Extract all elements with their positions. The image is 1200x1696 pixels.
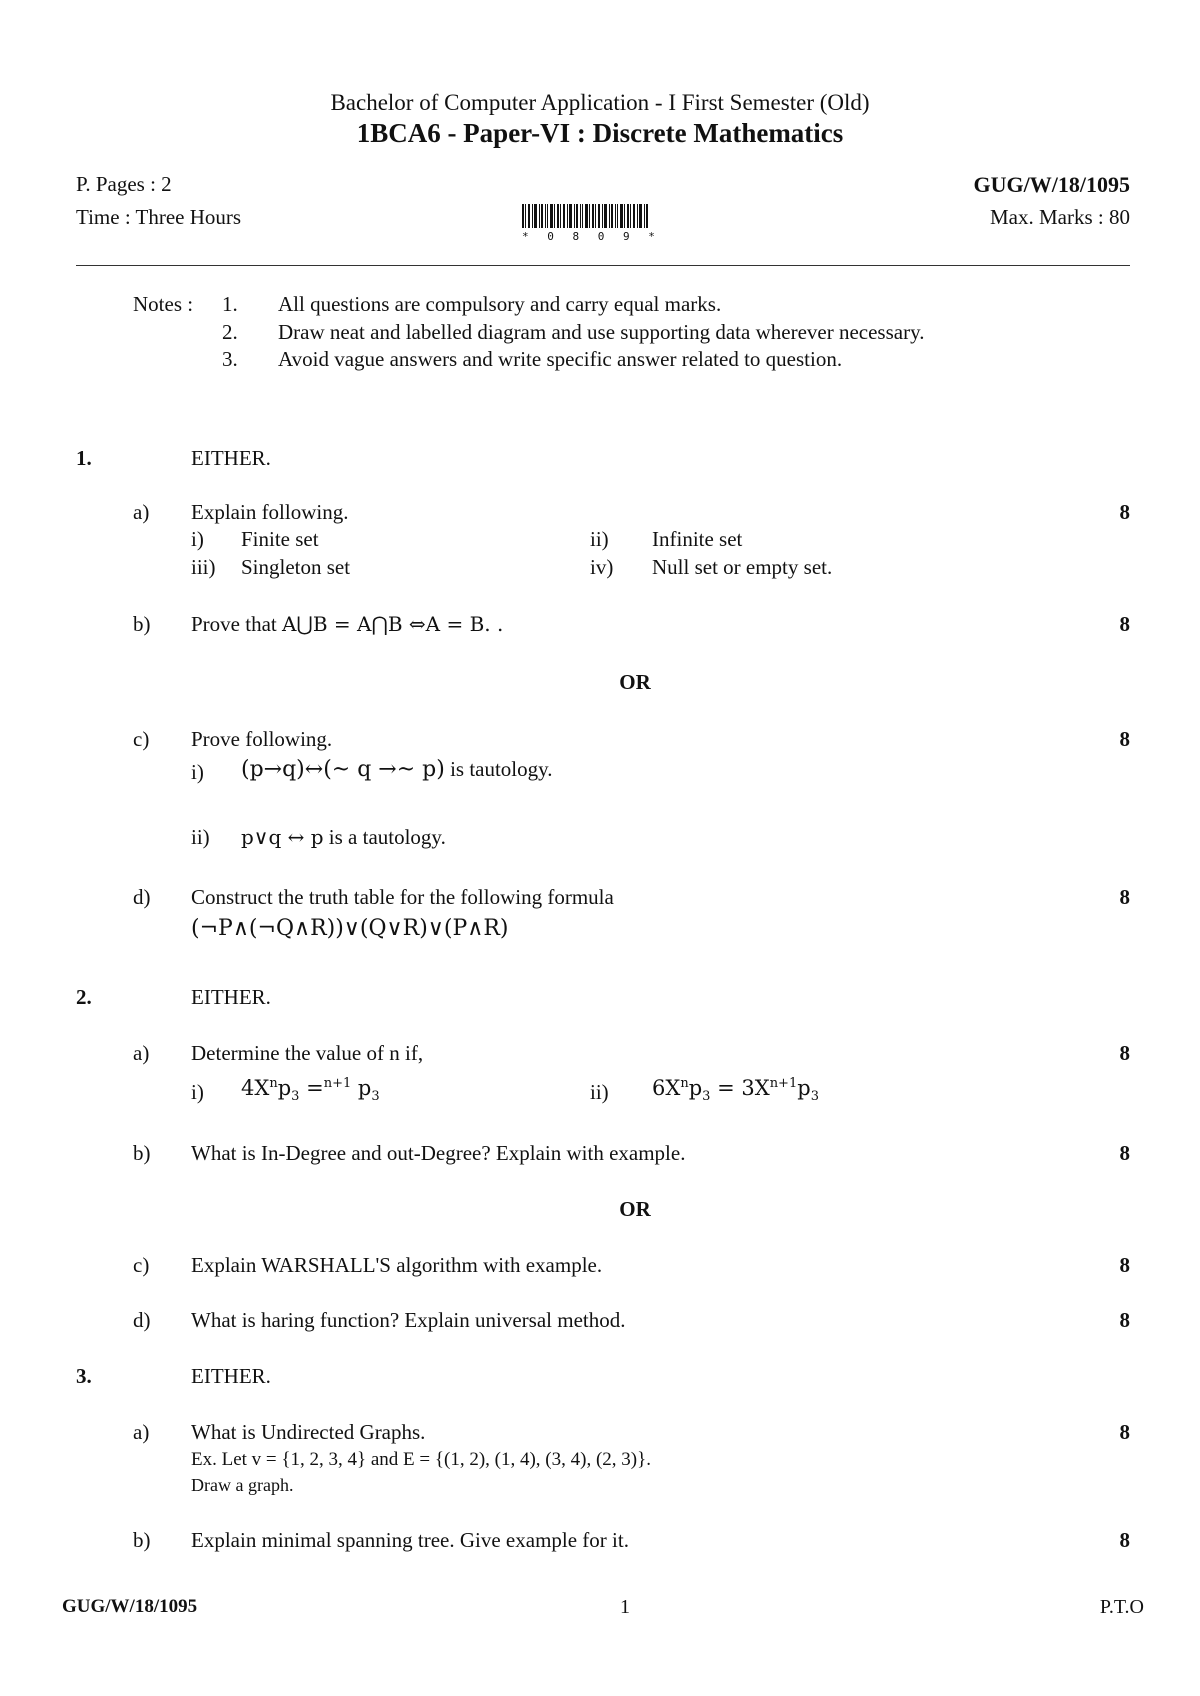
subquestion-label: a) <box>133 500 150 524</box>
question-marks: 8 <box>1119 1141 1130 1165</box>
subquestion-label: c) <box>133 1253 150 1277</box>
math-expression: (p→q)↔(~ q →~ p) <box>241 757 445 782</box>
question-text <box>191 612 503 637</box>
subquestion-label: b) <box>133 1141 151 1165</box>
subquestion-label: d) <box>133 885 151 909</box>
question-marks: 8 <box>1119 612 1130 636</box>
question-number: 2. <box>76 985 92 1009</box>
question-text: is tautology. <box>450 757 553 781</box>
or-separator: OR <box>619 670 651 694</box>
note-text: Draw neat and labelled diagram and use supporting data wherever necessary. <box>278 320 925 344</box>
subquestion-label: b) <box>133 1528 151 1552</box>
barcode-caption: * 0 8 0 9 * <box>522 230 661 243</box>
subquestion-label: a) <box>133 1041 150 1065</box>
question-marks: 8 <box>1119 885 1130 909</box>
either-label: EITHER. <box>191 446 271 470</box>
or-separator: OR <box>619 1197 651 1221</box>
math-expression: A⋃B = A⋂B ⇔A = B. . <box>281 612 504 636</box>
note-number: 3. <box>222 347 238 371</box>
list-item-text: Singleton set <box>241 555 351 579</box>
list-item-text: Null set or empty set. <box>652 555 833 579</box>
either-label: EITHER. <box>191 1364 271 1388</box>
math-line <box>241 825 446 850</box>
question-text: What is haring function? Explain universal method. <box>191 1308 626 1332</box>
list-item-number: i) <box>191 760 204 784</box>
exam-subtitle: Bachelor of Computer Application - I First Semester (Old) <box>330 90 870 115</box>
list-item-number: i) <box>191 527 204 551</box>
question-marks: 8 <box>1119 1308 1130 1332</box>
math-expression: $6X^np_3 = 3X^{n+1}p_3$ <box>652 1076 819 1105</box>
note-number: 2. <box>222 320 238 344</box>
question-text: What is In-Degree and out-Degree? Explain with example. <box>191 1141 686 1165</box>
subquestion-label: a) <box>133 1420 150 1444</box>
subquestion-label: c) <box>133 727 150 751</box>
example-text: Ex. Let v = {1, 2, 3, 4} and E = {(1, 2), (1, 4), (3, 4), (2, 3)}. <box>191 1449 651 1470</box>
note-text: Avoid vague answers and write specific answer related to question. <box>278 347 843 371</box>
question-text: Determine the value of n if, <box>191 1041 424 1065</box>
list-item-number: iii) <box>191 555 216 579</box>
instruction-text: Draw a graph. <box>191 1475 294 1495</box>
question-marks: 8 <box>1119 1041 1130 1065</box>
question-prefix: Prove that <box>191 612 277 636</box>
question-text: Explain following. <box>191 500 349 524</box>
footer-paper-code: GUG/W/18/1095 <box>62 1596 198 1617</box>
question-marks: 8 <box>1119 1528 1130 1552</box>
question-number: 1. <box>76 446 92 470</box>
list-item-number: ii) <box>191 825 210 849</box>
subquestion-label: d) <box>133 1308 151 1332</box>
list-item-number: ii) <box>590 1080 609 1104</box>
question-marks: 8 <box>1119 500 1130 524</box>
math-expression: p∨q ↔ p <box>241 825 324 849</box>
header-divider <box>76 265 1130 266</box>
question-marks: 8 <box>1119 727 1130 751</box>
question-text: Prove following. <box>191 727 333 751</box>
question-marks: 8 <box>1119 1420 1130 1444</box>
exam-time: Time : Three Hours <box>76 205 242 229</box>
question-text: Explain minimal spanning tree. Give example for it. <box>191 1528 629 1552</box>
question-text: Construct the truth table for the following formula <box>191 885 614 909</box>
page-number: 1 <box>620 1596 630 1618</box>
math-line <box>241 757 553 782</box>
notes-label: Notes : <box>133 292 194 316</box>
list-item-number: i) <box>191 1080 204 1104</box>
paper-code: GUG/W/18/1095 <box>973 172 1130 197</box>
list-item-number: ii) <box>590 527 609 551</box>
page-count: P. Pages : 2 <box>76 172 172 196</box>
pto-label: P.T.O <box>1099 1596 1144 1618</box>
note-number: 1. <box>222 292 238 316</box>
list-item-text: Finite set <box>241 527 319 551</box>
question-number: 3. <box>76 1364 92 1388</box>
exam-title: 1BCA6 - Paper-VI : Discrete Mathematics <box>356 118 844 148</box>
note-text: All questions are compulsory and carry equal marks. <box>278 292 722 316</box>
math-expression: (¬P∧(¬Q∧R))∨(Q∨R)∨(P∧R) <box>191 916 509 941</box>
question-text: Explain WARSHALL'S algorithm with example. <box>191 1253 603 1277</box>
subquestion-label: b) <box>133 612 151 636</box>
question-text: What is Undirected Graphs. <box>191 1420 426 1444</box>
either-label: EITHER. <box>191 985 271 1009</box>
barcode-image <box>522 204 648 228</box>
math-expression: $4X^np_3 =^{n+1}$ $p_3$ <box>241 1076 380 1105</box>
question-text: is a tautology. <box>328 825 446 849</box>
list-item-number: iv) <box>590 555 614 579</box>
question-marks: 8 <box>1119 1253 1130 1277</box>
list-item-text: Infinite set <box>652 527 743 551</box>
max-marks: Max. Marks : 80 <box>990 205 1130 229</box>
